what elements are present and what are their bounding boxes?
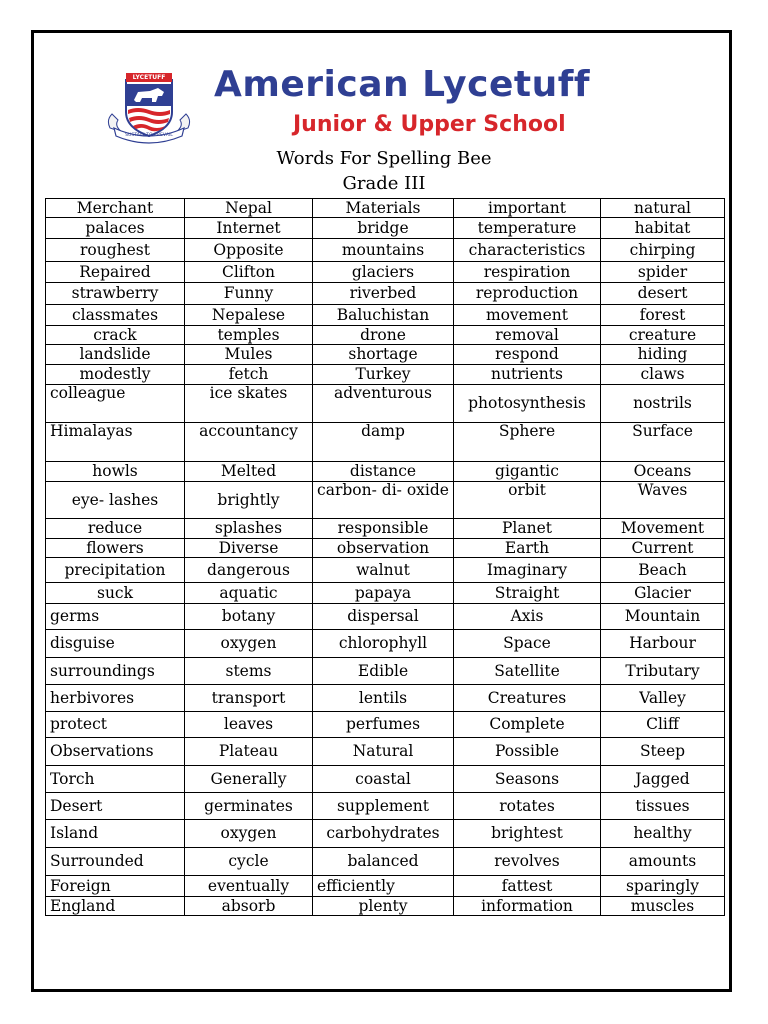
word-cell: reduce bbox=[46, 519, 185, 539]
word-cell: oxygen bbox=[185, 630, 313, 658]
word-cell: protect bbox=[46, 712, 185, 738]
word-cell: natural bbox=[601, 199, 725, 218]
word-cell: efficiently bbox=[313, 876, 454, 897]
word-cell: Nepal bbox=[185, 199, 313, 218]
word-cell: desert bbox=[601, 283, 725, 305]
word-cell: Island bbox=[46, 820, 185, 848]
table-row bbox=[46, 604, 725, 630]
word-cell: Himalayas bbox=[46, 423, 185, 462]
word-cell: Glacier bbox=[601, 583, 725, 604]
word-cell: Foreign bbox=[46, 876, 185, 897]
word-cell: movement bbox=[454, 305, 601, 326]
word-cell: chirping bbox=[601, 239, 725, 262]
table-row bbox=[46, 685, 725, 712]
word-cell: damp bbox=[313, 423, 454, 462]
word-cell: aquatic bbox=[185, 583, 313, 604]
word-cell: Straight bbox=[454, 583, 601, 604]
page-title: Words For Spelling Bee bbox=[276, 148, 492, 169]
word-cell: germinates bbox=[185, 793, 313, 820]
table-row bbox=[46, 539, 725, 558]
word-cell: bridge bbox=[313, 218, 454, 239]
word-cell: Baluchistan bbox=[313, 305, 454, 326]
word-cell: Jagged bbox=[601, 766, 725, 793]
word-cell: howls bbox=[46, 462, 185, 482]
word-cell: rotates bbox=[454, 793, 601, 820]
word-cell: strawberry bbox=[46, 283, 185, 305]
word-cell: lentils bbox=[313, 685, 454, 712]
table-row bbox=[46, 876, 725, 897]
table-row bbox=[46, 793, 725, 820]
word-cell: Seasons bbox=[454, 766, 601, 793]
table-row bbox=[46, 262, 725, 283]
word-cell: Materials bbox=[313, 199, 454, 218]
table-row bbox=[46, 326, 725, 345]
word-cell: hiding bbox=[601, 345, 725, 365]
word-cell: Torch bbox=[46, 766, 185, 793]
table-row bbox=[46, 462, 725, 482]
word-cell: cycle bbox=[185, 848, 313, 876]
table-row bbox=[46, 766, 725, 793]
word-cell: coastal bbox=[313, 766, 454, 793]
word-cell: forest bbox=[601, 305, 725, 326]
school-name: American Lycetuff bbox=[214, 64, 591, 105]
spelling-words-body bbox=[46, 199, 725, 916]
word-cell: claws bbox=[601, 365, 725, 385]
word-cell: carbohydrates bbox=[313, 820, 454, 848]
word-cell: Edible bbox=[313, 658, 454, 685]
table-row bbox=[46, 482, 725, 519]
table-row bbox=[46, 558, 725, 583]
word-cell: nostrils bbox=[601, 385, 725, 423]
word-cell: Observations bbox=[46, 738, 185, 766]
word-cell: landslide bbox=[46, 345, 185, 365]
word-cell: Plateau bbox=[185, 738, 313, 766]
word-cell: mountains bbox=[313, 239, 454, 262]
word-cell: transport bbox=[185, 685, 313, 712]
word-cell: creature bbox=[601, 326, 725, 345]
word-cell: Clifton bbox=[185, 262, 313, 283]
word-cell: herbivores bbox=[46, 685, 185, 712]
word-cell: Generally bbox=[185, 766, 313, 793]
word-cell: characteristics bbox=[454, 239, 601, 262]
word-cell: eye- lashes bbox=[46, 482, 185, 519]
word-cell: observation bbox=[313, 539, 454, 558]
table-row bbox=[46, 385, 725, 423]
word-cell: Movement bbox=[601, 519, 725, 539]
word-cell: riverbed bbox=[313, 283, 454, 305]
word-cell: Cliff bbox=[601, 712, 725, 738]
table-row bbox=[46, 305, 725, 326]
word-cell: Harbour bbox=[601, 630, 725, 658]
word-cell: Current bbox=[601, 539, 725, 558]
word-cell: papaya bbox=[313, 583, 454, 604]
word-cell: Internet bbox=[185, 218, 313, 239]
word-cell: nutrients bbox=[454, 365, 601, 385]
word-cell: amounts bbox=[601, 848, 725, 876]
word-cell: Mountain bbox=[601, 604, 725, 630]
word-cell: brightest bbox=[454, 820, 601, 848]
word-cell: carbon- di- oxide bbox=[313, 482, 454, 519]
word-cell: Desert bbox=[46, 793, 185, 820]
word-cell: stems bbox=[185, 658, 313, 685]
word-cell: Merchant bbox=[46, 199, 185, 218]
table-row bbox=[46, 630, 725, 658]
table-row bbox=[46, 712, 725, 738]
word-cell: roughest bbox=[46, 239, 185, 262]
word-cell: plenty bbox=[313, 897, 454, 916]
table-row bbox=[46, 199, 725, 218]
table-row bbox=[46, 218, 725, 239]
word-cell: splashes bbox=[185, 519, 313, 539]
word-cell: Waves bbox=[601, 482, 725, 519]
word-cell: Possible bbox=[454, 738, 601, 766]
word-cell: ice skates bbox=[185, 385, 313, 423]
word-cell: Repaired bbox=[46, 262, 185, 283]
word-cell: Diverse bbox=[185, 539, 313, 558]
word-cell: suck bbox=[46, 583, 185, 604]
word-cell: leaves bbox=[185, 712, 313, 738]
word-cell: eventually bbox=[185, 876, 313, 897]
word-cell: dispersal bbox=[313, 604, 454, 630]
word-cell: palaces bbox=[46, 218, 185, 239]
word-cell: sparingly bbox=[601, 876, 725, 897]
word-cell: Sphere bbox=[454, 423, 601, 462]
school-subtitle: Junior & Upper School bbox=[293, 112, 566, 137]
word-cell: respiration bbox=[454, 262, 601, 283]
word-cell: Steep bbox=[601, 738, 725, 766]
word-cell: absorb bbox=[185, 897, 313, 916]
word-cell: removal bbox=[454, 326, 601, 345]
word-cell: information bbox=[454, 897, 601, 916]
word-cell: adventurous bbox=[313, 385, 454, 423]
word-cell: drone bbox=[313, 326, 454, 345]
table-row bbox=[46, 423, 725, 462]
word-cell: England bbox=[46, 897, 185, 916]
word-cell: Valley bbox=[601, 685, 725, 712]
word-cell: revolves bbox=[454, 848, 601, 876]
table-row bbox=[46, 658, 725, 685]
word-cell: tissues bbox=[601, 793, 725, 820]
word-cell: oxygen bbox=[185, 820, 313, 848]
table-row bbox=[46, 239, 725, 262]
table-row bbox=[46, 848, 725, 876]
word-cell: Satellite bbox=[454, 658, 601, 685]
word-cell: Oceans bbox=[601, 462, 725, 482]
word-cell: fetch bbox=[185, 365, 313, 385]
word-cell: distance bbox=[313, 462, 454, 482]
word-cell: germs bbox=[46, 604, 185, 630]
word-cell: Space bbox=[454, 630, 601, 658]
word-cell: colleague bbox=[46, 385, 185, 423]
word-cell: classmates bbox=[46, 305, 185, 326]
word-cell: Complete bbox=[454, 712, 601, 738]
word-cell: Planet bbox=[454, 519, 601, 539]
word-cell: walnut bbox=[313, 558, 454, 583]
word-cell: Natural bbox=[313, 738, 454, 766]
word-cell: Earth bbox=[454, 539, 601, 558]
word-cell: Mules bbox=[185, 345, 313, 365]
logo-banner-text: LYCETUFF bbox=[132, 74, 166, 81]
word-cell: Funny bbox=[185, 283, 313, 305]
word-cell: balanced bbox=[313, 848, 454, 876]
word-cell: temples bbox=[185, 326, 313, 345]
word-cell: temperature bbox=[454, 218, 601, 239]
table-row bbox=[46, 583, 725, 604]
table-row bbox=[46, 897, 725, 916]
word-cell: precipitation bbox=[46, 558, 185, 583]
word-cell: habitat bbox=[601, 218, 725, 239]
word-cell: Creatures bbox=[454, 685, 601, 712]
grade-label: Grade III bbox=[342, 173, 426, 194]
table-row bbox=[46, 820, 725, 848]
word-cell: shortage bbox=[313, 345, 454, 365]
word-cell: disguise bbox=[46, 630, 185, 658]
spelling-words-table bbox=[45, 198, 725, 916]
word-cell: brightly bbox=[185, 482, 313, 519]
word-cell: perfumes bbox=[313, 712, 454, 738]
word-cell: Surrounded bbox=[46, 848, 185, 876]
word-cell: crack bbox=[46, 326, 185, 345]
word-cell: modestly bbox=[46, 365, 185, 385]
word-cell: botany bbox=[185, 604, 313, 630]
word-cell: photosynthesis bbox=[454, 385, 601, 423]
logo-motto-text: SUSTAIN TO PREVAIL bbox=[125, 133, 173, 138]
table-row bbox=[46, 365, 725, 385]
table-row bbox=[46, 283, 725, 305]
word-cell: flowers bbox=[46, 539, 185, 558]
word-cell: Opposite bbox=[185, 239, 313, 262]
word-cell: Nepalese bbox=[185, 305, 313, 326]
table-row bbox=[46, 738, 725, 766]
word-cell: supplement bbox=[313, 793, 454, 820]
word-cell: accountancy bbox=[185, 423, 313, 462]
word-cell: spider bbox=[601, 262, 725, 283]
word-cell: orbit bbox=[454, 482, 601, 519]
word-cell: Melted bbox=[185, 462, 313, 482]
word-cell: surroundings bbox=[46, 658, 185, 685]
word-cell: glaciers bbox=[313, 262, 454, 283]
word-cell: important bbox=[454, 199, 601, 218]
word-cell: chlorophyll bbox=[313, 630, 454, 658]
word-cell: Turkey bbox=[313, 365, 454, 385]
table-row bbox=[46, 519, 725, 539]
word-cell: Imaginary bbox=[454, 558, 601, 583]
word-cell: Tributary bbox=[601, 658, 725, 685]
word-cell: Axis bbox=[454, 604, 601, 630]
word-cell: Beach bbox=[601, 558, 725, 583]
word-cell: responsible bbox=[313, 519, 454, 539]
word-cell: muscles bbox=[601, 897, 725, 916]
word-cell: respond bbox=[454, 345, 601, 365]
word-cell: Surface bbox=[601, 423, 725, 462]
word-cell: dangerous bbox=[185, 558, 313, 583]
table-row bbox=[46, 345, 725, 365]
word-cell: healthy bbox=[601, 820, 725, 848]
word-cell: fattest bbox=[454, 876, 601, 897]
word-cell: reproduction bbox=[454, 283, 601, 305]
word-cell: gigantic bbox=[454, 462, 601, 482]
